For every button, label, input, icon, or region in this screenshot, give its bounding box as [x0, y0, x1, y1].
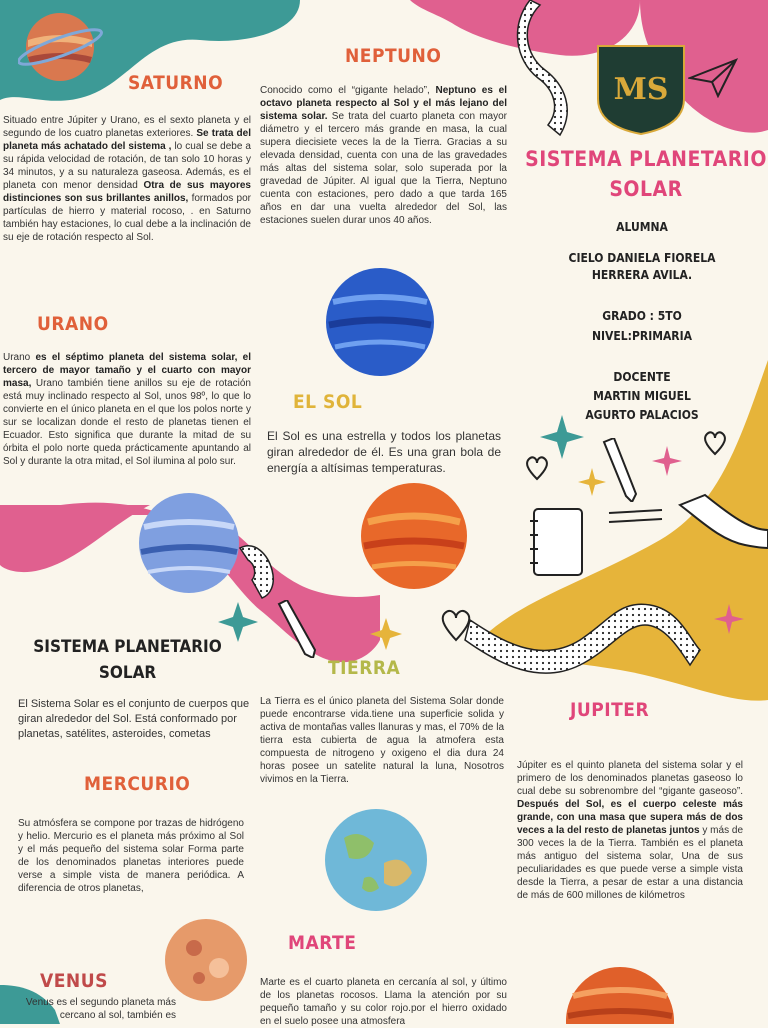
pink-blob-midleft — [0, 505, 150, 572]
star-icon-yellow-mid — [370, 618, 402, 650]
heart-icon-left — [525, 455, 549, 481]
grado-nivel — [520, 306, 764, 346]
school-shield-logo — [596, 44, 686, 136]
intro-title-line1: SISTEMA PLANETARIO — [33, 637, 222, 657]
docente-name-line2: AGURTO PALACIOS — [585, 408, 699, 422]
jupiter-heading: JUPITER — [570, 699, 650, 721]
cover-title-line2: SOLAR — [609, 177, 683, 201]
intro-text: El Sistema Solar es el conjunto de cuerpos que giran alrededor del Sol. Está conformado por planetas, satélites, asteroides, cometas — [18, 698, 250, 740]
neptune-planet-image — [325, 267, 435, 377]
saturno-text: Situado entre Júpiter y Urano, es el sexto planeta y el segundo de los cuatro planetas exteriores. Se trata del planeta más achatado del sistema , lo cual se debe a su rápida velocidad de rotación, de tan solo 10 horas y 34 minutos, y a su naturaleza gaseosa. Además, es el planeta con menor densidad Otra de sus mayores distinciones son sus brillantes anillos, formados por partículas de hierro y material rocoso, . en Saturno también hay estaciones, lo cual debe a la inclinación de su eje de rotación respecto al Sol. — [3, 115, 251, 243]
saturno-heading: SATURNO — [128, 72, 224, 94]
venus-text: Venus es el segundo planeta más cercano al sol, también es — [25, 997, 176, 1021]
alumna-label: ALUMNA — [616, 220, 668, 234]
nivel-text: NIVEL:PRIMARIA — [591, 329, 692, 343]
pencil-icon-mid — [275, 600, 319, 658]
docente-label: DOCENTE — [613, 370, 671, 384]
jupiter-planet-image — [565, 966, 675, 1024]
sol-heading: EL SOL — [293, 391, 363, 413]
uranus-planet-image — [138, 492, 240, 594]
sol-text: El Sol es una estrella y todos los planetas giran alrededor de él. Es una gran bola de energía a altísimas temperaturas. — [267, 429, 501, 475]
star-icon-pink — [652, 446, 682, 476]
mercurio-text: Su atmósfera se compone por trazas de hidrógeno y helio. Mercurio es el planeta más próximo al Sol y el más pequeño del sistema solar Forma parte de los denominados planetas interiores puede verse a simple vista de manera periódica. A diferencia de otros planetas, — [18, 818, 244, 894]
urano-heading: URANO — [37, 313, 109, 335]
grado-text: GRADO : 5TO — [602, 309, 682, 323]
tierra-text: La Tierra es el único planeta del Sistema Solar donde puede encontrarse vida.tiene una superficie solida y activa de montañas valles llanuras y mas, el 70% de la tierra esta cubierta de agua la atmofera esta compuesta de nitrogeno y oxigeno el dia dura 24 horas posee un satelite natural la luna, Nosotros vivimos en la Tierra. — [260, 696, 504, 785]
intro-title-line2: SOLAR — [98, 663, 157, 683]
neptuno-text: Conocido como el “gigante helado”, Neptuno es el octavo planeta respecto al Sol y el más lejano del sistema solar. Se trata del cuarto planeta con mayor diámetro y el tercero más grande en masa, la cual supera diecisiete veces la de la Tierra. Gracias a su elevada densidad, cuenta con una de las gravedades más altas del sistema solar, solo superada por la gravedad de Júpiter. Al igual que la Tierra, Neptuno cuenta con estaciones, pero dado a que tarda 165 años en dar una vuelta alrededor del Sol, las estaciones suelen durar unos 40 años. — [260, 85, 508, 226]
saturn-planet-image — [18, 5, 103, 90]
venus-heading: VENUS — [40, 970, 108, 992]
sun-image — [360, 482, 468, 590]
cover-title-line1: SISTEMA PLANETARIO — [525, 147, 767, 171]
neptuno-heading: NEPTUNO — [345, 45, 442, 67]
intro-title — [10, 634, 245, 686]
star-icon-pink-right — [714, 604, 744, 634]
cover-title — [524, 144, 768, 204]
heart-icon-right — [703, 430, 727, 456]
docente-name-line1: MARTIN MIGUEL — [593, 389, 691, 403]
docente-block — [520, 368, 764, 425]
mercury-planet-image — [164, 918, 248, 1002]
earth-planet-image — [324, 808, 428, 912]
marte-text: Marte es el cuarto planeta en cercanía al sol, y último de los planetas rocosos. Llama la atención por su pequeño tamaño y su color rojo.por el hierro oxidado en el suelo posee una atmosfera — [260, 977, 507, 1027]
logo-letters: MS — [613, 72, 669, 107]
paper-plane-icon — [688, 58, 738, 98]
jupiter-text: Júpiter es el quinto planeta del sistema solar y el primero de los denominados planetas gaseoso lo cual debe su sobrenombre del “gigante gaseoso”. Después del Sol, es el cuerpo celeste más grande, con una masa que supera más de dos veces a la del resto de planetas juntos y más de 300 veces la de la Tierra. También es el planeta más antiguo del sistema solar, Una de sus peculiaridades es que puede verse a simple vista desde la Tierra, a pesar de estar a una distancia de más de 600 millones de kilómetros — [517, 760, 743, 901]
mercurio-heading: MERCURIO — [84, 773, 191, 795]
pencil-icon — [600, 438, 640, 502]
alumna-name-line1: CIELO DANIELA FIORELA — [568, 251, 716, 265]
tierra-heading: TIERRA — [328, 657, 401, 679]
heart-icon-mid — [440, 608, 472, 642]
marte-heading: MARTE — [288, 932, 357, 954]
notebook-icon — [528, 505, 588, 579]
alumna-name — [520, 250, 764, 284]
alumna-name-line2: HERRERA AVILA. — [591, 268, 693, 282]
urano-text: Urano es el séptimo planeta del sistema solar, el tercero de mayor tamaño y el cuarto con mayor masa, Urano también tiene anillos su eje de rotación está muy inclinado respecto al Sol, unos 98º, lo que lo convierte en el único planeta en el que los polos norte y sur se localizan donde el resto de planetas tienen el Ecuador. Esto significa que durante la mitad de su órbita el polo norte queda prácticamente apuntando al Sol y durante la otra mitad, el Sol ilumina al polo sur. — [3, 352, 251, 467]
dash-lines-icon — [607, 508, 667, 526]
